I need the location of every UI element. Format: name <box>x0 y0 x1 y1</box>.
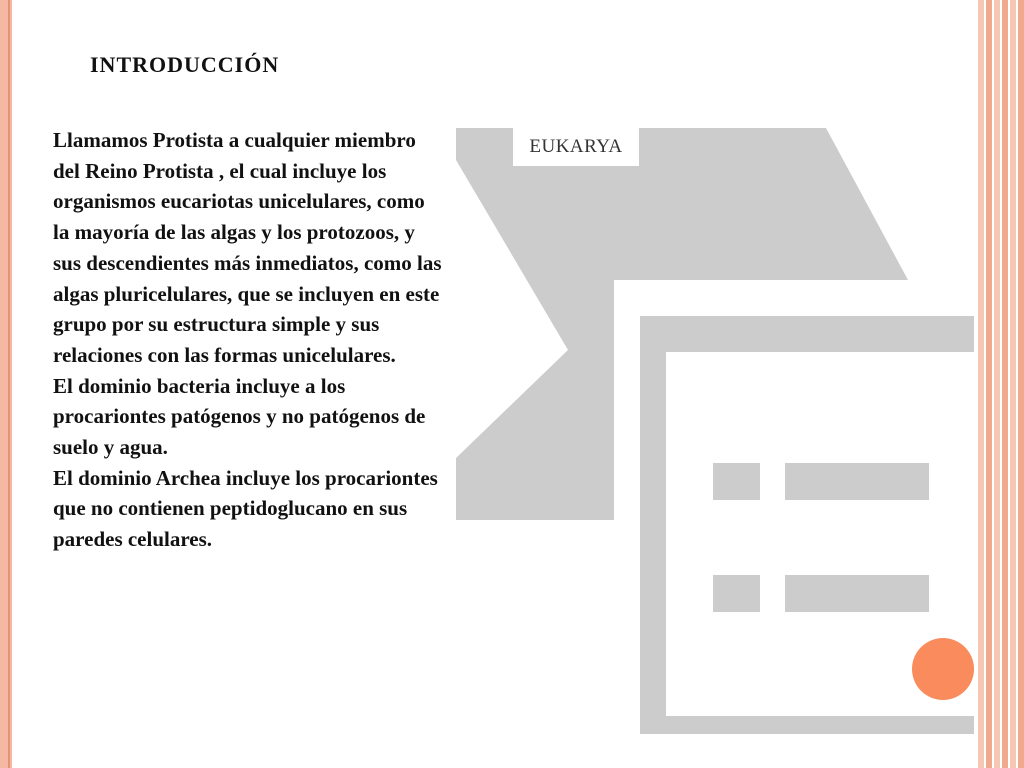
box-frame-bottom <box>640 716 974 734</box>
box-frame-top <box>640 316 974 352</box>
list-bar-2 <box>785 575 929 612</box>
slide-title: INTRODUCCIÓN <box>90 52 280 77</box>
orange-circle <box>912 638 974 700</box>
paragraph-bacteria: El dominio bacteria incluye a los procariontes patógenos y no patógenos de suelo y agua. <box>53 373 426 460</box>
list-bullet-1 <box>713 463 760 500</box>
list-bar-1 <box>785 463 929 500</box>
eukarya-label: EUKARYA <box>513 128 639 166</box>
paragraph-protista: Llamamos Protista a cualquier miembro del Reino Protista , el cual incluye los organismos eucariotas unicelulares, como la mayoría de las algas y los protozoos, y sus descendientes más inmediatos, como las algas pluricelulares, que se incluyen en este grupo por su estructura simple y sus relaciones con las formas unicelulares. <box>53 128 442 367</box>
paragraph-archaea: El dominio Archea incluye los procariontes que no contienen peptidoglucano en sus paredes celulares. <box>53 465 438 552</box>
list-bullet-2 <box>713 575 760 612</box>
box-frame-left <box>640 316 666 734</box>
